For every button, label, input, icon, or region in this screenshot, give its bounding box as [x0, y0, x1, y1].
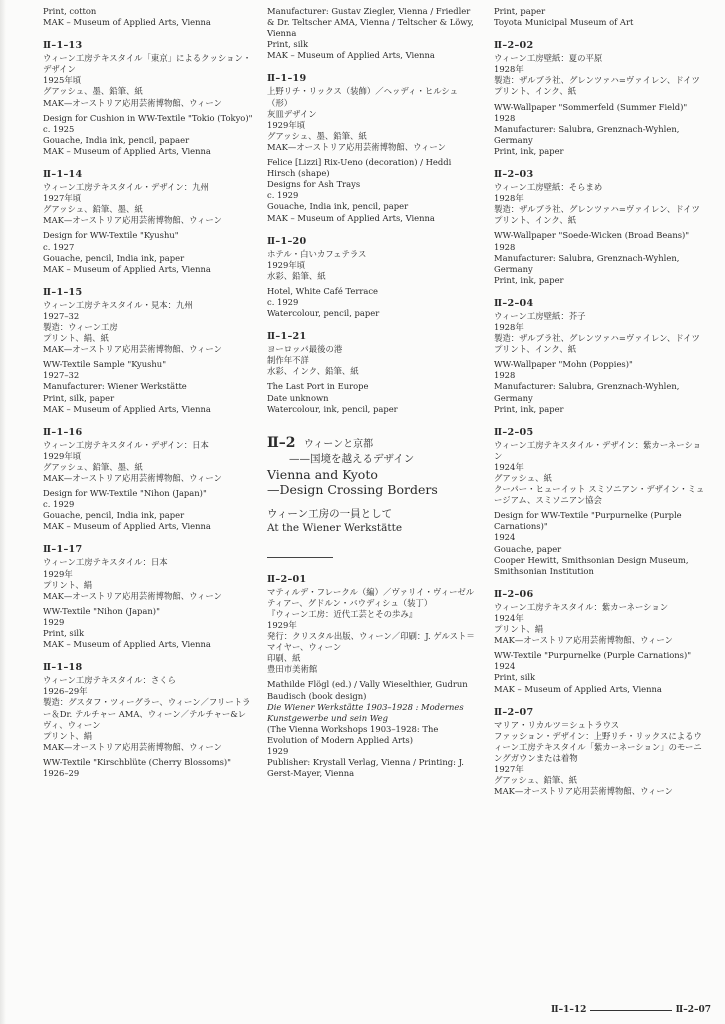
- entry-line: Print, paper: [494, 6, 546, 16]
- entry-code: Ⅱ–2–02: [494, 40, 534, 52]
- footer-rule: [590, 1010, 671, 1011]
- entry-line: MAK – Museum of Applied Arts, Vienna: [267, 50, 435, 61]
- entry-jp-line: 1929年: [267, 620, 297, 630]
- catalog-entry: [494, 6, 709, 28]
- catalog-entry: [43, 427, 253, 533]
- entry-code: Ⅱ–2–04: [494, 297, 534, 309]
- entry-en-line: 1927–32: [43, 370, 80, 381]
- entry-line: Manufacturer: Gustav Ziegler, Vienna / Friedler & Dr. Teltscher AMA, Vienna / Teltscher & Löwy, Vienna: [267, 6, 474, 39]
- entry-en-line: WW-Wallpaper "Soede-Wicken (Broad Beans)": [494, 230, 690, 241]
- section-divider: [267, 557, 333, 558]
- column-1: [43, 6, 253, 791]
- entry-jp-line: プリント、絹: [43, 730, 93, 741]
- entry-jp-line: グアッシュ、鉛筆、墨、紙: [43, 204, 143, 215]
- entry-en-line: c. 1927: [43, 241, 75, 252]
- entry-jp-line: 灰皿デザイン: [267, 108, 317, 119]
- entry-jp-line: 1924年: [494, 612, 524, 623]
- entry-en-line: Design for WW-Textile "Purpurnelke (Purple Carnations)": [494, 510, 682, 532]
- entry-jp-line: ウィーン工房テキスタイル・デザイン：日本: [43, 439, 209, 450]
- entry-jp-line: ウィーン工房テキスタイル：紫カーネーション: [494, 601, 669, 612]
- entry-jp-line: 1929年頃: [267, 259, 306, 270]
- entry-en-line: 1924: [494, 532, 516, 543]
- entry-jp-line: ファッション・デザイン：上野リチ・リックスによるウィーン工房テキスタイル「紫カーネーション」のモーニングガウンまたは着物: [494, 730, 702, 763]
- entry-jp-line: ウィーン工房壁紙：夏の平原: [494, 53, 603, 64]
- entry-jp-line: 豊田市美術館: [267, 664, 318, 675]
- entry-jp-line: 1927年: [494, 763, 524, 774]
- entry-jp-line: 『ウィーン工房：近代工芸とその歩み』: [267, 608, 418, 619]
- catalog-entry: [43, 169, 253, 275]
- entry-jp-line: ホテル・白いカフェテラス: [267, 248, 367, 259]
- entry-jp-line: グアッシュ、墨、鉛筆、紙: [43, 86, 143, 97]
- entry-en-line: MAK – Museum of Applied Arts, Vienna: [267, 212, 435, 223]
- entry-code: Ⅱ–1–17: [43, 544, 83, 556]
- footer-range-start: Ⅱ–1–12: [551, 1005, 587, 1015]
- entry-jp-line: 製造：ウィーン工房: [43, 321, 118, 332]
- entry-en-line: Manufacturer: Wiener Werkstätte: [43, 381, 187, 392]
- section-title-jp: ウィーンと京都: [303, 438, 374, 450]
- entry-en-line: Print, silk: [494, 672, 536, 683]
- catalog-entry: [43, 6, 253, 28]
- entry-en-line: MAK – Museum of Applied Arts, Vienna: [43, 145, 211, 156]
- entry-jp-line: 1928年: [494, 321, 524, 332]
- entry-en-line: Gouache, India ink, pencil, paper: [267, 201, 409, 212]
- entry-jp-line: 1929年頃: [43, 450, 82, 461]
- entry-jp-line: 1927年頃: [43, 193, 82, 204]
- entry-en-line: Manufacturer: Salubra, Grenznach-Wyhlen, Germany: [494, 381, 680, 403]
- entry-jp-line: MAK—オーストリア応用芸術博物館、ウィーン: [43, 344, 222, 355]
- catalog-entry: [267, 331, 477, 415]
- entry-jp-line: マティルデ・フレークル（編）／ヴァリイ・ヴィーゼルティアー、グドルン・バウディシュ（装丁）: [267, 586, 475, 608]
- entry-jp-line: グアッシュ、鉛筆、墨、紙: [43, 461, 143, 472]
- entry-jp-line: 水彩、鉛筆、紙: [267, 270, 326, 281]
- entry-jp-line: MAK—オーストリア応用芸術博物館、ウィーン: [43, 97, 222, 108]
- section-title: [267, 435, 477, 452]
- entry-en-line: c. 1929: [267, 296, 299, 307]
- entry-en-line: 1928: [494, 241, 516, 252]
- entry-en-line: Felice [Lizzi] Rix-Ueno (decoration) / Heddi Hirsch (shape): [267, 157, 452, 179]
- entry-jp-line: 製造：ザルブラ社、グレンツァハ=ヴァイレン、ドイツ: [494, 333, 700, 344]
- entry-jp-line: ヨーロッパ最後の港: [267, 344, 343, 355]
- entry-code: Ⅱ–1–18: [43, 662, 83, 674]
- entry-jp-line: ウィーン工房テキスタイル・デザイン：九州: [43, 182, 209, 193]
- entry-en-line: WW-Wallpaper "Mohn (Poppies)": [494, 359, 633, 370]
- catalog-entry: [494, 40, 709, 157]
- entry-en-line: 1929: [267, 746, 289, 757]
- entry-jp-line: ウィーン工房壁紙：そらまめ: [494, 182, 603, 193]
- entry-jp-line: MAK—オーストリア応用芸術博物館、ウィーン: [43, 741, 222, 752]
- entry-en-line: Design for WW-Textile "Kyushu": [43, 230, 179, 241]
- entry-en-line: Mathilde Flögl (ed.) / Vally Wieselthier, Gudrun Baudisch (book design): [267, 679, 468, 701]
- column-3: [494, 6, 709, 809]
- entry-en-line: 1928: [494, 370, 516, 381]
- entry-jp-line: MAK—オーストリア応用芸術博物館、ウィーン: [494, 635, 673, 646]
- entry-code: Ⅱ–1–19: [267, 73, 307, 85]
- subheading-jp: ウィーン工房の一員として: [267, 507, 393, 520]
- entry-line: Print, silk: [267, 39, 309, 50]
- entry-jp-line: ウィーン工房テキスタイル・デザイン：紫カーネーション: [494, 439, 702, 461]
- entry-en-line: Cooper Hewitt, Smithsonian Design Museum, Smithsonian Institution: [494, 554, 689, 576]
- entry-en-line: Hotel, White Café Terrace: [267, 285, 378, 296]
- entry-code: Ⅱ–2–06: [494, 588, 534, 600]
- entry-jp-line: 印刷、紙: [267, 653, 301, 664]
- entry-jp-line: プリント、インク、紙: [494, 86, 577, 97]
- page-range-footer: [551, 1005, 711, 1015]
- entry-jp-line: 製造：グスタフ・ツィーグラー、ウィーン／フリートラー＆Dr. テルチャー AMA、ウィーン／テルチャー&レヴィ、ウィーン: [43, 697, 251, 730]
- subheading-en: At the Wiener Werkstätte: [267, 521, 403, 534]
- entry-en-line: c. 1929: [43, 499, 75, 510]
- catalog-entry: [267, 236, 477, 320]
- catalog-entry: [494, 427, 709, 577]
- entry-en-line: 1926–29: [43, 767, 80, 778]
- catalog-entry: [267, 6, 477, 61]
- entry-jp-line: 1929年頃: [267, 119, 306, 130]
- entry-jp-line: 1928年: [494, 64, 524, 75]
- catalog-entry: [494, 169, 709, 286]
- entry-en-line: Print, ink, paper: [494, 403, 564, 414]
- entry-en-line: Print, ink, paper: [494, 145, 564, 156]
- entry-en-line: Print, silk: [43, 628, 85, 639]
- entry-en-line: 1928: [494, 112, 516, 123]
- catalog-entry: [43, 544, 253, 650]
- entry-line: MAK – Museum of Applied Arts, Vienna: [43, 17, 211, 28]
- footer-range-end: Ⅱ–2–07: [675, 1005, 711, 1015]
- catalog-entry: [43, 40, 253, 157]
- entry-code: Ⅱ–1–20: [267, 235, 307, 247]
- entry-en-line: Design for WW-Textile "Nihon (Japan)": [43, 488, 207, 499]
- entry-line: Toyota Municipal Museum of Art: [494, 17, 634, 28]
- entry-en-line: Designs for Ash Trays: [267, 179, 361, 190]
- entry-en-line: WW-Textile Sample "Kyushu": [43, 359, 167, 370]
- entry-jp-line: プリント、インク、紙: [494, 344, 577, 355]
- entry-code: Ⅱ–2–01: [267, 573, 307, 585]
- entry-code: Ⅱ–1–21: [267, 331, 307, 343]
- entry-en-line: WW-Textile "Purpurnelke (Purple Carnations)": [494, 650, 692, 661]
- entry-en-line: MAK – Museum of Applied Arts, Vienna: [43, 263, 211, 274]
- entry-line: Print, cotton: [43, 6, 97, 16]
- entry-jp-line: マリア・リカルツ＝シュトラウス: [494, 719, 620, 730]
- entry-jp-line: 1928年: [494, 193, 524, 204]
- section-code: Ⅱ–2: [267, 434, 296, 451]
- entry-jp-line: MAK—オーストリア応用芸術博物館、ウィーン: [267, 141, 446, 152]
- entry-en-line: WW-Wallpaper "Sommerfeld (Summer Field)": [494, 101, 688, 112]
- section-title-en-2: —Design Crossing Borders: [267, 481, 438, 497]
- entry-jp-line: プリント、絹: [494, 624, 544, 635]
- entry-jp-line: 水彩、インク、鉛筆、紙: [267, 366, 359, 377]
- entry-en-line: Publisher: Krystall Verlag, Vienna / Printing: J. Gerst-Mayer, Vienna: [267, 757, 464, 779]
- entry-jp-line: グアッシュ、鉛筆、紙: [494, 775, 577, 786]
- entry-jp-line: MAK—オーストリア応用芸術博物館、ウィーン: [43, 473, 222, 483]
- entry-en-italic-title: Die Wiener Werkstätte 1903–1928 : Modernes Kunstgewerbe und sein Weg: [267, 701, 464, 723]
- entry-jp-line: 1927–32: [43, 310, 80, 321]
- entry-jp-line: MAK—オーストリア応用芸術博物館、ウィーン: [43, 590, 222, 601]
- entry-code: Ⅱ–2–05: [494, 426, 534, 438]
- section-subtitle-jp: ——国境を越えるデザイン: [289, 452, 415, 465]
- catalog-entry: [43, 662, 253, 779]
- entry-code: Ⅱ–1–16: [43, 426, 83, 438]
- entry-en-line: Manufacturer: Salubra, Grenznach-Wyhlen, Germany: [494, 252, 680, 274]
- catalog-entry: [494, 707, 709, 798]
- entry-en-line: Gouache, pencil, India ink, paper: [43, 510, 185, 521]
- entry-en-line: 1924: [494, 661, 516, 672]
- entry-en-line: Date unknown: [267, 392, 329, 403]
- catalog-entry: [494, 298, 709, 415]
- entry-jp-line: 1925年頃: [43, 75, 82, 86]
- entry-en-line: c. 1929: [267, 190, 299, 201]
- entry-jp-line: MAK—オーストリア応用芸術博物館、ウィーン: [494, 786, 673, 797]
- section-title-en-1: Vienna and Kyoto: [267, 466, 378, 482]
- entry-jp-line: 1926–29年: [43, 686, 88, 697]
- catalog-entry: [267, 574, 477, 780]
- entry-en-line: Watercolour, pencil, paper: [267, 308, 380, 319]
- entry-code: Ⅱ–1–15: [43, 286, 83, 298]
- entry-jp-line: プリント、絹、紙: [43, 333, 109, 344]
- entry-en-line: MAK – Museum of Applied Arts, Vienna: [494, 683, 662, 694]
- entry-en-line: WW-Textile "Nihon (Japan)": [43, 605, 160, 616]
- entry-jp-line: ウィーン工房テキスタイル：さくら: [43, 675, 176, 686]
- entry-en-line: Print, silk, paper: [43, 392, 115, 403]
- entry-en-title-line: [267, 702, 477, 724]
- entry-en-line: Print, ink, paper: [494, 274, 564, 285]
- entry-en-line: (The Vienna Workshops 1903–1928: The Evolution of Modern Applied Arts): [267, 723, 439, 745]
- entry-jp-line: クーパー・ヒューイット スミソニアン・デザイン・ミュージアム、スミソニアン協会: [494, 484, 705, 506]
- entry-en-line: Design for Cushion in WW-Textile "Tokio (Tokyo)": [43, 112, 253, 123]
- column-2-entries-bottom: [267, 574, 477, 780]
- entry-en-line: Gouache, paper: [494, 543, 562, 554]
- entry-jp-line: プリント、絹: [43, 579, 93, 590]
- entry-jp-line: グアッシュ、墨、鉛筆、紙: [267, 130, 367, 141]
- entry-jp-line: 制作年不詳: [267, 355, 309, 366]
- entry-en-line: MAK – Museum of Applied Arts, Vienna: [43, 521, 211, 532]
- entry-jp-line: 製造：ザルブラ社、グレンツァハ=ヴァイレン、ドイツ: [494, 75, 700, 86]
- entry-en-line: Gouache, pencil, India ink, paper: [43, 252, 185, 263]
- entry-jp-line: 製造：ザルブラ社、グレンツァハ=ヴァイレン、ドイツ: [494, 204, 700, 215]
- entry-en-line: 1929: [43, 616, 65, 627]
- entry-en-line: The Last Port in Europe: [267, 381, 369, 392]
- entry-jp-line: 上野リチ・リックス（装飾）／ヘッディ・ヒルシュ（形）: [267, 86, 458, 108]
- entry-en-line: Manufacturer: Salubra, Grenznach-Wyhlen, Germany: [494, 123, 680, 145]
- entry-en-line: MAK – Museum of Applied Arts, Vienna: [43, 639, 211, 650]
- entry-jp-line: 1929年: [43, 568, 73, 579]
- entry-jp-line: グアッシュ、紙: [494, 473, 552, 483]
- section-heading: [267, 435, 477, 558]
- column-2: [267, 6, 477, 791]
- catalog-entry: [267, 73, 477, 223]
- entry-jp-line: ウィーン工房テキスタイル：日本: [43, 557, 168, 568]
- catalog-entry: [43, 287, 253, 415]
- entry-jp-line: 発行：クリスタル出版、ウィーン／印刷：J. ゲルスト＝マイヤー、ウィーン: [267, 631, 475, 653]
- entry-en-line: Gouache, India ink, pencil, papaer: [43, 134, 190, 145]
- entry-jp-line: ウィーン工房テキスタイル「東京」によるクッション・デザイン: [43, 53, 252, 75]
- entry-jp-line: ウィーン工房壁紙：芥子: [494, 310, 586, 321]
- entry-en-line: Watercolour, ink, pencil, paper: [267, 403, 398, 414]
- entry-en-line: c. 1925: [43, 123, 75, 134]
- entry-code: Ⅱ–2–07: [494, 706, 534, 718]
- page-binding-shadow: [0, 0, 6, 1024]
- column-2-entries-top: [267, 6, 477, 415]
- entry-en-line: WW-Textile "Kirschblüte (Cherry Blossoms)": [43, 756, 231, 767]
- entry-code: Ⅱ–2–03: [494, 169, 534, 181]
- entry-jp-line: プリント、インク、紙: [494, 215, 577, 226]
- entry-jp-line: MAK—オーストリア応用芸術博物館、ウィーン: [43, 215, 222, 226]
- entry-code: Ⅱ–1–13: [43, 40, 83, 52]
- entry-code: Ⅱ–1–14: [43, 169, 83, 181]
- entry-jp-line: ウィーン工房テキスタイル・見本：九州: [43, 299, 193, 310]
- section-subheading: [267, 507, 477, 535]
- catalog-entry: [494, 589, 709, 695]
- entry-jp-line: 1924年: [494, 461, 524, 472]
- entry-en-line: MAK – Museum of Applied Arts, Vienna: [43, 403, 211, 414]
